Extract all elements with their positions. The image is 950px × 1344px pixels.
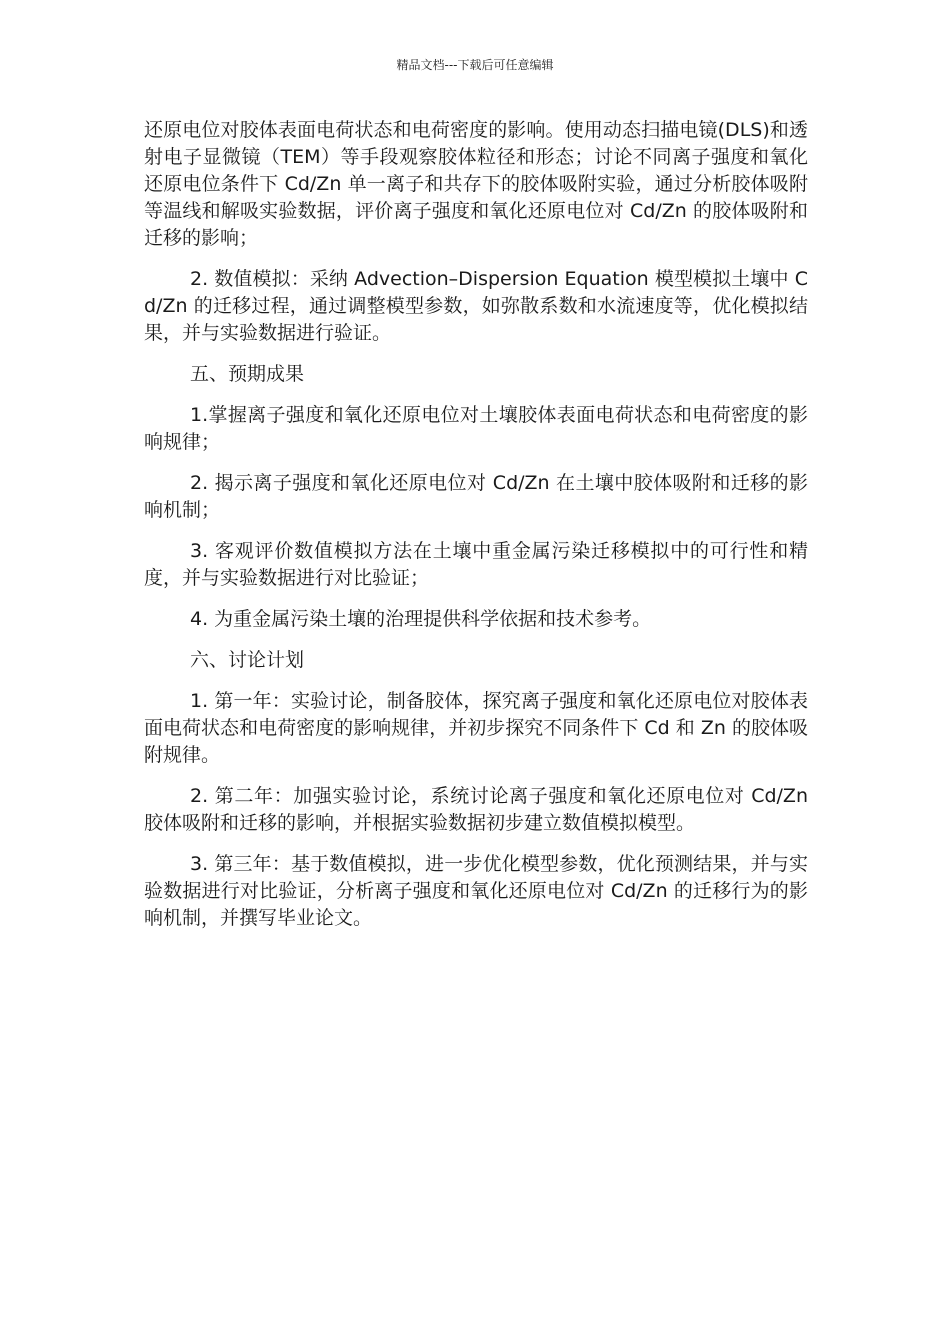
plan-item-year-3: 3. 第三年：基于数值模拟，进一步优化模型参数，优化预测结果，并与实验数据进行对比验证，分析离子强度和氧化还原电位对 Cd/Zn 的迁移行为的影响机制，并撰写毕业论文。 [144, 853, 808, 929]
paragraph-numerical-simulation: 2. 数值模拟：采纳 Advection–Dispersion Equation 模型模拟土壤中 Cd/Zn 的迁移过程，通过调整模型参数，如弥散系数和水流速度等，优化模拟结果，并与实验数据进行验证。 [144, 268, 808, 344]
plan-item-year-2: 2. 第二年：加强实验讨论，系统讨论离子强度和氧化还原电位对 Cd/Zn 胶体吸附和迁移的影响，并根据实验数据初步建立数值模拟模型。 [144, 785, 808, 834]
paragraph-continuation: 还原电位对胶体表面电荷状态和电荷密度的影响。使用动态扫描电镜(DLS)和透射电子显微镜（TEM）等手段观察胶体粒径和形态；讨论不同离子强度和氧化还原电位条件下 Cd/Zn 单一离子和共存下的胶体吸附实验，通过分析胶体吸附等温线和解吸实验数据，评价离子强度和氧化还原电位对 Cd/Zn 的胶体吸附和迁移的影响； [144, 119, 808, 249]
result-item-1: 1.掌握离子强度和氧化还原电位对土壤胶体表面电荷状态和电荷密度的影响规律； [144, 404, 808, 453]
section-heading-expected-results: 五、预期成果 [190, 363, 305, 385]
section-heading-research-plan: 六、讨论计划 [190, 649, 305, 671]
plan-item-year-1: 1. 第一年：实验讨论，制备胶体，探究离子强度和氧化还原电位对胶体表面电荷状态和电荷密度的影响规律，并初步探究不同条件下 Cd 和 Zn 的胶体吸附规律。 [144, 690, 808, 766]
page-header: 精品文档---下载后可任意编辑 [396, 58, 554, 72]
result-item-3: 3. 客观评价数值模拟方法在土壤中重金属污染迁移模拟中的可行性和精度，并与实验数据进行对比验证； [144, 540, 808, 589]
result-item-2: 2. 揭示离子强度和氧化还原电位对 Cd/Zn 在土壤中胶体吸附和迁移的影响机制； [144, 472, 808, 521]
result-item-4: 4. 为重金属污染土壤的治理提供科学依据和技术参考。 [190, 608, 652, 630]
document-body [144, 117, 808, 946]
